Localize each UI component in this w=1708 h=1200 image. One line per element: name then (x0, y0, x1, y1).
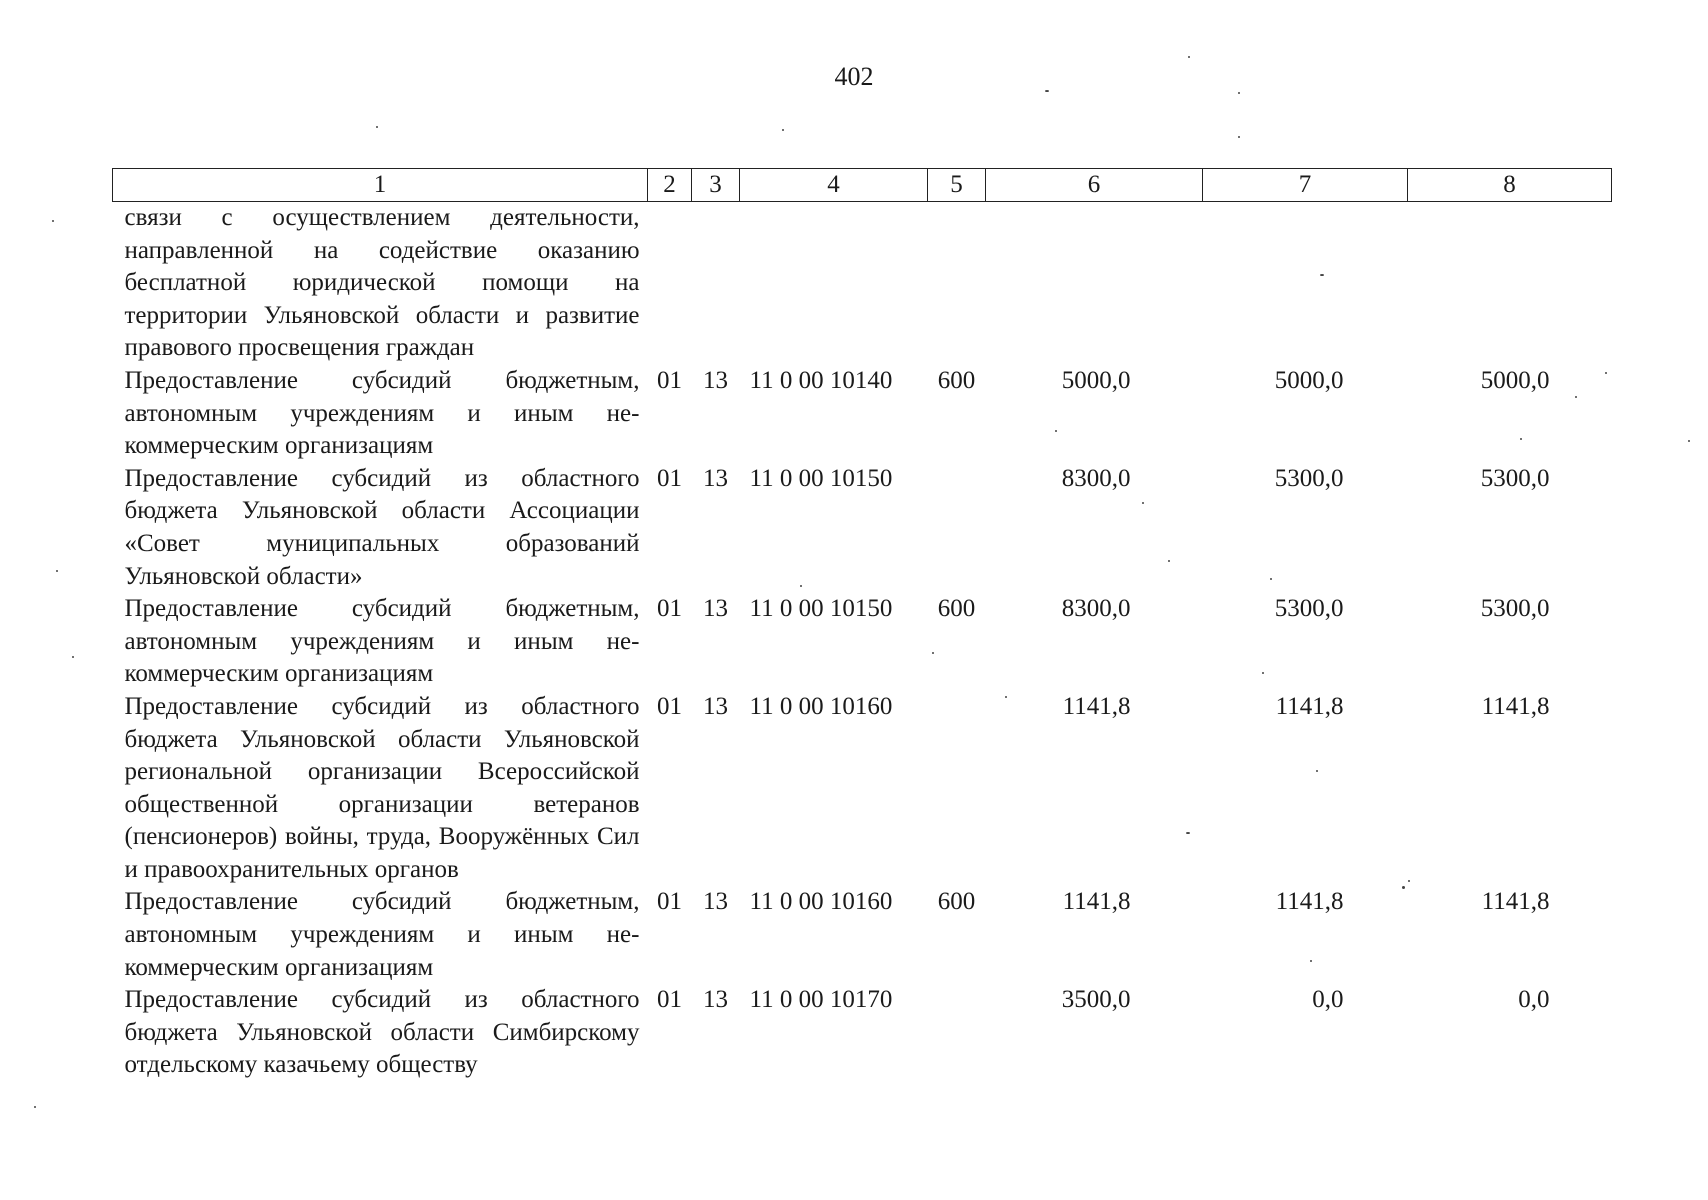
scan-speck (1575, 396, 1577, 398)
table-body (113, 202, 1612, 1083)
cell-amount-8: 1141,8 (1481, 888, 1550, 916)
header-col-4: 4 (740, 169, 928, 202)
scan-speck (72, 656, 74, 658)
cell-target-article: 11 0 00 10170 (749, 986, 893, 1014)
cell-section: 01 (657, 986, 682, 1014)
scan-speck (1688, 440, 1690, 442)
page-number: 402 (834, 62, 874, 91)
table-row (113, 463, 1612, 593)
header-col-3: 3 (692, 169, 740, 202)
cell-amount-6: 3500,0 (1061, 986, 1131, 1014)
table-row (113, 593, 1612, 691)
table-row (113, 691, 1612, 887)
scan-speck (1320, 274, 1324, 276)
scan-speck (1408, 880, 1410, 882)
cell-amount-6: 8300,0 (1061, 595, 1131, 623)
cell-subsection: 13 (703, 595, 728, 623)
scan-speck (1238, 92, 1240, 94)
cell-target-article: 11 0 00 10160 (749, 888, 893, 916)
row-description: Предоставление субсидий бюджетным, автономным учреждениям и иным некоммерческим организациям (124, 595, 640, 688)
scan-speck (932, 652, 934, 654)
table-row (113, 984, 1612, 1082)
scan-speck (1310, 960, 1312, 962)
scan-speck (34, 1106, 36, 1108)
cell-amount-7: 5000,0 (1274, 366, 1344, 394)
scan-speck (1402, 886, 1405, 889)
scan-speck (1055, 430, 1057, 432)
scan-speck (1005, 696, 1007, 698)
cell-subsection: 13 (703, 692, 728, 720)
cell-expense-type (928, 984, 986, 1082)
cell-expense-type (928, 202, 986, 365)
cell-amount-6: 1141,8 (1062, 888, 1131, 916)
cell-expense-type (928, 691, 986, 887)
cell-amount-8: 5300,0 (1480, 595, 1550, 623)
scan-speck (376, 126, 378, 128)
cell-amount-6 (986, 202, 1203, 365)
cell-amount-7: 1141,8 (1275, 888, 1344, 916)
row-description: Предоставление субсидий бюджетным, автономным учреждениям и иным некоммерческим организациям (124, 888, 640, 981)
scan-speck (1045, 90, 1049, 92)
cell-section: 01 (657, 888, 682, 916)
cell-section (648, 202, 692, 365)
cell-amount-7: 5300,0 (1274, 595, 1344, 623)
cell-amount-7: 5300,0 (1274, 464, 1344, 492)
scan-speck (1316, 770, 1318, 772)
cell-subsection: 13 (703, 986, 728, 1014)
header-col-6: 6 (986, 169, 1203, 202)
scan-speck (1262, 672, 1264, 674)
cell-amount-6: 1141,8 (1062, 692, 1131, 720)
cell-subsection: 13 (703, 464, 728, 492)
table-row (113, 202, 1612, 365)
cell-target-article: 11 0 00 10150 (749, 595, 893, 623)
scan-speck (1168, 560, 1170, 562)
scan-speck (1520, 438, 1522, 440)
scan-speck (1188, 56, 1190, 58)
scan-speck (1270, 578, 1272, 580)
row-description: Предоставление субсидий из областного бюджета Ульяновской области Ассоциации «Совет муниципальных образований Ульяновской области» (124, 464, 640, 590)
row-description: Предоставление субсидий бюджетным, автономным учреждениям и иным некоммерческим организациям (124, 366, 640, 460)
header-col-5: 5 (928, 169, 986, 202)
header-col-1: 1 (113, 169, 648, 202)
row-description: связи с осуществлением деятельности, направленной на содействие оказанию бесплатной юридической помощи на территории Ульяновской области и развитие правового просвещения граждан (124, 204, 640, 362)
table-row (113, 365, 1612, 463)
cell-amount-8: 5000,0 (1480, 366, 1550, 394)
cell-target-article: 11 0 00 10140 (749, 366, 893, 394)
cell-amount-6: 5000,0 (1061, 366, 1131, 394)
header-col-7: 7 (1203, 169, 1408, 202)
scan-speck (52, 220, 54, 222)
cell-amount-8: 5300,0 (1480, 464, 1550, 492)
cell-section: 01 (657, 595, 682, 623)
cell-amount-6: 8300,0 (1061, 464, 1131, 492)
cell-target-article (740, 202, 928, 365)
scan-speck (56, 570, 58, 572)
cell-section: 01 (657, 692, 682, 720)
cell-amount-8: 1141,8 (1481, 692, 1550, 720)
row-description: Предоставление субсидий из областного бюджета Ульяновской области Симбирскому отдельскому казачьему обществу (124, 986, 640, 1079)
cell-expense-type: 600 (937, 595, 976, 623)
cell-subsection: 13 (703, 366, 728, 394)
cell-expense-type: 600 (937, 888, 976, 916)
cell-amount-7 (1203, 202, 1408, 365)
scan-speck (1238, 136, 1240, 138)
scan-speck (782, 129, 784, 131)
row-description: Предоставление субсидий из областного бюджета Ульяновской области Ульяновской региональной организации Всероссийской общественной организации ветеранов (пенсионеров) войны, труда, Вооружённых Сил и правоохранительных органов (124, 692, 640, 883)
scan-speck (1142, 502, 1144, 504)
cell-target-article: 11 0 00 10160 (749, 692, 893, 720)
cell-amount-8: 0,0 (1518, 986, 1550, 1014)
table-header (113, 169, 1612, 202)
cell-amount-7: 0,0 (1312, 986, 1344, 1014)
cell-subsection (692, 202, 740, 365)
scan-speck (1605, 372, 1607, 374)
header-col-8: 8 (1408, 169, 1612, 202)
cell-expense-type (928, 463, 986, 593)
table-row (113, 886, 1612, 984)
cell-subsection: 13 (703, 888, 728, 916)
cell-section: 01 (657, 366, 682, 394)
cell-expense-type: 600 (937, 366, 976, 394)
cell-target-article: 11 0 00 10150 (749, 464, 893, 492)
scan-speck (1186, 832, 1190, 834)
header-col-2: 2 (648, 169, 692, 202)
cell-amount-8 (1408, 202, 1612, 365)
cell-section: 01 (657, 464, 682, 492)
cell-amount-7: 1141,8 (1275, 692, 1344, 720)
budget-table (112, 168, 1612, 1082)
header-row (113, 169, 1612, 202)
scan-speck (800, 585, 802, 587)
